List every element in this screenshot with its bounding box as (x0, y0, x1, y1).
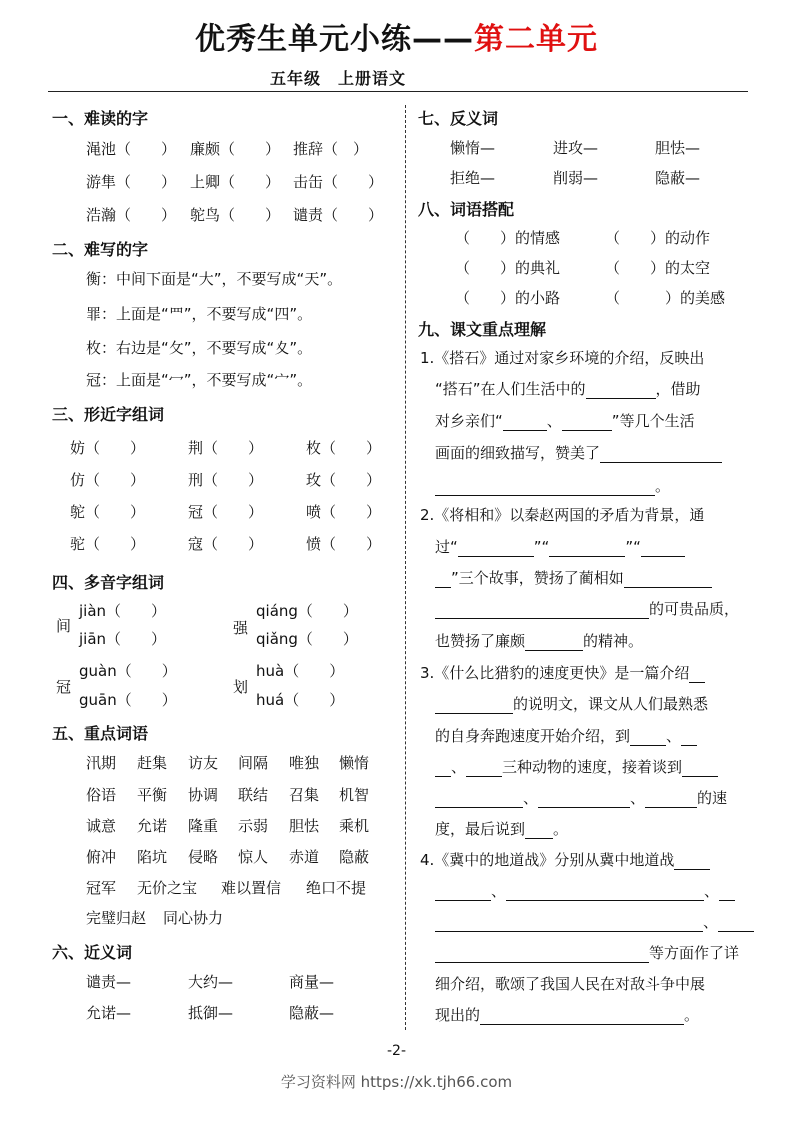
question-line (435, 911, 754, 932)
section-heading: 五、重点词语 (52, 724, 149, 743)
vocab-word: 俗语 (86, 786, 117, 804)
answer-blank[interactable] (435, 571, 451, 588)
pinyin-item: huá（ ） (256, 691, 345, 709)
question-text: 也赞扬了廉颇 (435, 632, 526, 650)
question-text: 三种动物的速度，接着谈到 (502, 758, 683, 776)
word-item: 浩瀚（ ） (86, 206, 177, 224)
vocab-word: 隐蔽 (339, 848, 370, 866)
answer-blank[interactable] (435, 479, 655, 496)
answer-blank[interactable] (503, 414, 547, 431)
question-text: 。 (684, 1006, 700, 1024)
vocab-word: 平衡 (137, 786, 168, 804)
answer-blank[interactable] (681, 729, 697, 746)
vocab-word: 俯冲 (86, 848, 117, 866)
vocab-word: 访友 (188, 754, 219, 772)
section-heading: 二、难写的字 (52, 240, 149, 259)
polyphone-char: 划 (233, 678, 249, 696)
question-text: ”“ (625, 538, 641, 556)
word-item: 刑（ ） (188, 471, 264, 489)
vocab-word: 机智 (339, 786, 370, 804)
answer-blank[interactable] (682, 760, 718, 777)
question-text: 、 (704, 882, 720, 900)
antonym-item: 进攻— (553, 139, 599, 157)
section-heading: 九、课文重点理解 (418, 320, 547, 339)
polyphone-char: 强 (233, 619, 249, 637)
question-text: 4.《冀中的地道战》分别从冀中地道战 (420, 851, 675, 869)
question-text: ”三个故事，赞扬了蔺相如 (451, 569, 624, 587)
answer-blank[interactable] (630, 729, 666, 746)
antonym-item: 懒惰— (450, 139, 496, 157)
answer-blank[interactable] (689, 666, 705, 683)
vocab-word: 完璧归赵 (86, 909, 147, 927)
answer-blank[interactable] (549, 540, 625, 557)
vocab-word: 绝口不提 (306, 879, 367, 897)
page-number: -2- (386, 1043, 406, 1059)
question-line (435, 818, 568, 839)
collocation-item: （ ）的美感 (605, 289, 726, 307)
question-text: 。 (655, 477, 671, 495)
title-main: 优秀生单元小练—— (195, 22, 474, 57)
word-item: 击缶（ ） (293, 173, 384, 191)
question-text: 、 (703, 913, 719, 931)
synonym-item: 谴责— (86, 973, 132, 991)
word-item: 妨（ ） (70, 439, 146, 457)
question-line (435, 630, 643, 651)
question-line (420, 662, 705, 683)
word-item: 喷（ ） (306, 503, 382, 521)
vocab-word: 赤道 (289, 848, 320, 866)
column-divider (405, 105, 406, 1030)
collocation-item: （ ）的动作 (605, 229, 711, 247)
answer-blank[interactable] (435, 915, 703, 932)
vocab-word: 召集 (289, 786, 320, 804)
word-item: 渑池（ ） (86, 140, 177, 158)
collocation-item: （ ）的典礼 (455, 259, 561, 277)
answer-blank[interactable] (624, 571, 712, 588)
text-line: 冠：上面是“冖”，不要写成“宀”。 (86, 371, 313, 389)
word-item: 谴责（ ） (293, 206, 384, 224)
section-heading: 八、词语搭配 (418, 200, 515, 219)
question-line: 1.《搭石》通过对家乡环境的介绍，反映出 (420, 349, 705, 367)
collocation-item: （ ）的小路 (455, 289, 561, 307)
vocab-word: 协调 (188, 786, 219, 804)
answer-blank[interactable] (435, 602, 649, 619)
vocab-word: 侵略 (188, 848, 219, 866)
pinyin-item: qiǎng（ ） (256, 630, 358, 648)
page-subtitle: 五年级 上册语文 (270, 69, 407, 88)
vocab-word: 陷坑 (137, 848, 168, 866)
word-item: 荆（ ） (188, 439, 264, 457)
vocab-word: 惊人 (238, 848, 269, 866)
vocab-word: 允诺 (137, 817, 168, 835)
pinyin-item: jiàn（ ） (79, 602, 167, 620)
question-text: 过“ (435, 538, 458, 556)
question-line (435, 725, 697, 746)
question-text: 。 (553, 820, 569, 838)
vocab-word: 难以置信 (221, 879, 282, 897)
answer-blank[interactable] (645, 791, 697, 808)
question-text: 的速 (697, 789, 728, 807)
word-item: 鸵（ ） (70, 503, 146, 521)
question-text: 对乡亲们“ (435, 412, 503, 430)
question-text: 画面的细致描写，赞美了 (435, 444, 601, 462)
vocab-word: 赶集 (137, 754, 168, 772)
antonym-item: 胆怯— (655, 139, 701, 157)
pinyin-item: jiān（ ） (79, 630, 167, 648)
question-line (435, 598, 739, 619)
answer-blank[interactable] (435, 946, 649, 963)
section-heading: 七、反义词 (418, 109, 499, 128)
answer-blank[interactable] (435, 791, 523, 808)
vocab-word: 同心协力 (163, 909, 224, 927)
pinyin-item: guàn（ ） (79, 662, 177, 680)
synonym-item: 抵御— (188, 1004, 234, 1022)
answer-blank[interactable] (600, 446, 722, 463)
title-unit: 第二单元 (474, 22, 598, 57)
word-item: 冠（ ） (188, 503, 264, 521)
question-line (435, 1004, 699, 1025)
page-title (0, 14, 793, 58)
question-line (435, 567, 712, 588)
question-line (435, 410, 695, 431)
question-text: 3.《什么比猎豹的速度更快》是一篇介绍 (420, 664, 690, 682)
question-text: 、 (523, 789, 539, 807)
vocab-word: 诚意 (86, 817, 117, 835)
answer-blank[interactable] (674, 853, 710, 870)
polyphone-char: 间 (56, 617, 72, 635)
answer-blank[interactable] (435, 697, 513, 714)
word-item: 鸵鸟（ ） (190, 206, 281, 224)
vocab-word: 冠军 (86, 879, 117, 897)
question-text: ”等几个生活 (611, 412, 695, 430)
question-line (435, 756, 718, 777)
synonym-item: 允诺— (86, 1004, 132, 1022)
text-line: 枚：右边是“攵”，不要写成“夊”。 (86, 339, 313, 357)
word-item: 玫（ ） (306, 471, 382, 489)
answer-blank[interactable] (586, 382, 656, 399)
answer-blank[interactable] (538, 791, 630, 808)
section-heading: 六、近义词 (52, 943, 133, 962)
synonym-item: 商量— (289, 973, 335, 991)
vocab-word: 胆怯 (289, 817, 320, 835)
word-item: 枚（ ） (306, 439, 382, 457)
question-line (435, 787, 727, 808)
question-line: 2.《将相和》以秦赵两国的矛盾为背景，通 (420, 506, 705, 524)
word-item: 驼（ ） (70, 535, 146, 553)
question-line (435, 942, 739, 963)
vocab-word: 唯独 (289, 754, 320, 772)
vocab-word: 示弱 (238, 817, 269, 835)
question-text: ，借助 (655, 380, 701, 398)
vocab-word: 联结 (238, 786, 269, 804)
vocab-word: 隆重 (188, 817, 219, 835)
word-item: 愤（ ） (306, 535, 382, 553)
answer-blank[interactable] (480, 1008, 684, 1025)
section-heading: 四、多音字组词 (52, 573, 165, 592)
vocab-word: 乘机 (339, 817, 370, 835)
question-text: 的自身奔跑速度开始介绍，到 (435, 727, 631, 745)
question-line (420, 849, 710, 870)
section-heading: 三、形近字组词 (52, 405, 165, 424)
answer-blank[interactable] (718, 915, 754, 932)
word-item: 推辞（ ） (293, 140, 369, 158)
section-heading: 一、难读的字 (52, 109, 149, 128)
question-text: 、 (630, 789, 646, 807)
question-text: ”“ (533, 538, 550, 556)
question-text: 、 (451, 758, 467, 776)
pinyin-item: qiáng（ ） (256, 602, 358, 620)
question-text: 、 (666, 727, 682, 745)
pinyin-item: guān（ ） (79, 691, 177, 709)
text-line: 罪：上面是“罒”，不要写成“四”。 (86, 305, 313, 323)
collocation-item: （ ）的情感 (455, 229, 561, 247)
answer-blank[interactable] (562, 414, 612, 431)
question-line: 细介绍，歌颂了我国人民在对敌斗争中展 (435, 975, 706, 993)
question-text: 现出的 (435, 1006, 481, 1024)
answer-blank[interactable] (506, 884, 704, 901)
word-item: 上卿（ ） (190, 173, 281, 191)
question-line (435, 378, 701, 399)
question-text: 、 (546, 412, 562, 430)
question-text: 的说明文，课文从人们最熟悉 (513, 695, 709, 713)
question-line (435, 536, 685, 557)
answer-blank[interactable] (719, 884, 735, 901)
collocation-item: （ ）的太空 (605, 259, 711, 277)
vocab-word: 间隔 (238, 754, 269, 772)
question-text: “搭石”在人们生活中的 (435, 380, 586, 398)
answer-blank[interactable] (458, 540, 534, 557)
question-line (435, 442, 722, 463)
question-text: 的可贵品质， (649, 600, 740, 618)
pinyin-item: huà（ ） (256, 662, 345, 680)
word-item: 廉颇（ ） (190, 140, 281, 158)
header-divider (48, 91, 748, 92)
answer-blank[interactable] (435, 884, 491, 901)
answer-blank[interactable] (466, 760, 502, 777)
synonym-item: 隐蔽— (289, 1004, 335, 1022)
word-item: 仿（ ） (70, 471, 146, 489)
text-line: 衡：中间下面是“大”，不要写成“天”。 (86, 270, 343, 288)
antonym-item: 削弱— (553, 169, 599, 187)
antonym-item: 拒绝— (450, 169, 496, 187)
question-line (435, 880, 735, 901)
antonym-item: 隐蔽— (655, 169, 701, 187)
question-line (435, 475, 670, 496)
footer-watermark: 学习资料网 https://xk.tjh66.com (280, 1073, 513, 1091)
synonym-item: 大约— (188, 973, 234, 991)
answer-blank[interactable] (525, 634, 583, 651)
question-text: 、 (491, 882, 507, 900)
question-text: 度，最后说到 (435, 820, 526, 838)
word-item: 游隼（ ） (86, 173, 177, 191)
word-item: 寇（ ） (188, 535, 264, 553)
answer-blank[interactable] (641, 540, 685, 557)
question-text: 等方面作了详 (649, 944, 740, 962)
answer-blank[interactable] (525, 822, 553, 839)
polyphone-char: 冠 (56, 678, 72, 696)
vocab-word: 汛期 (86, 754, 117, 772)
vocab-word: 无价之宝 (137, 879, 198, 897)
vocab-word: 懒惰 (339, 754, 370, 772)
question-line (435, 693, 708, 714)
question-text: 的精神。 (583, 632, 644, 650)
answer-blank[interactable] (435, 760, 451, 777)
